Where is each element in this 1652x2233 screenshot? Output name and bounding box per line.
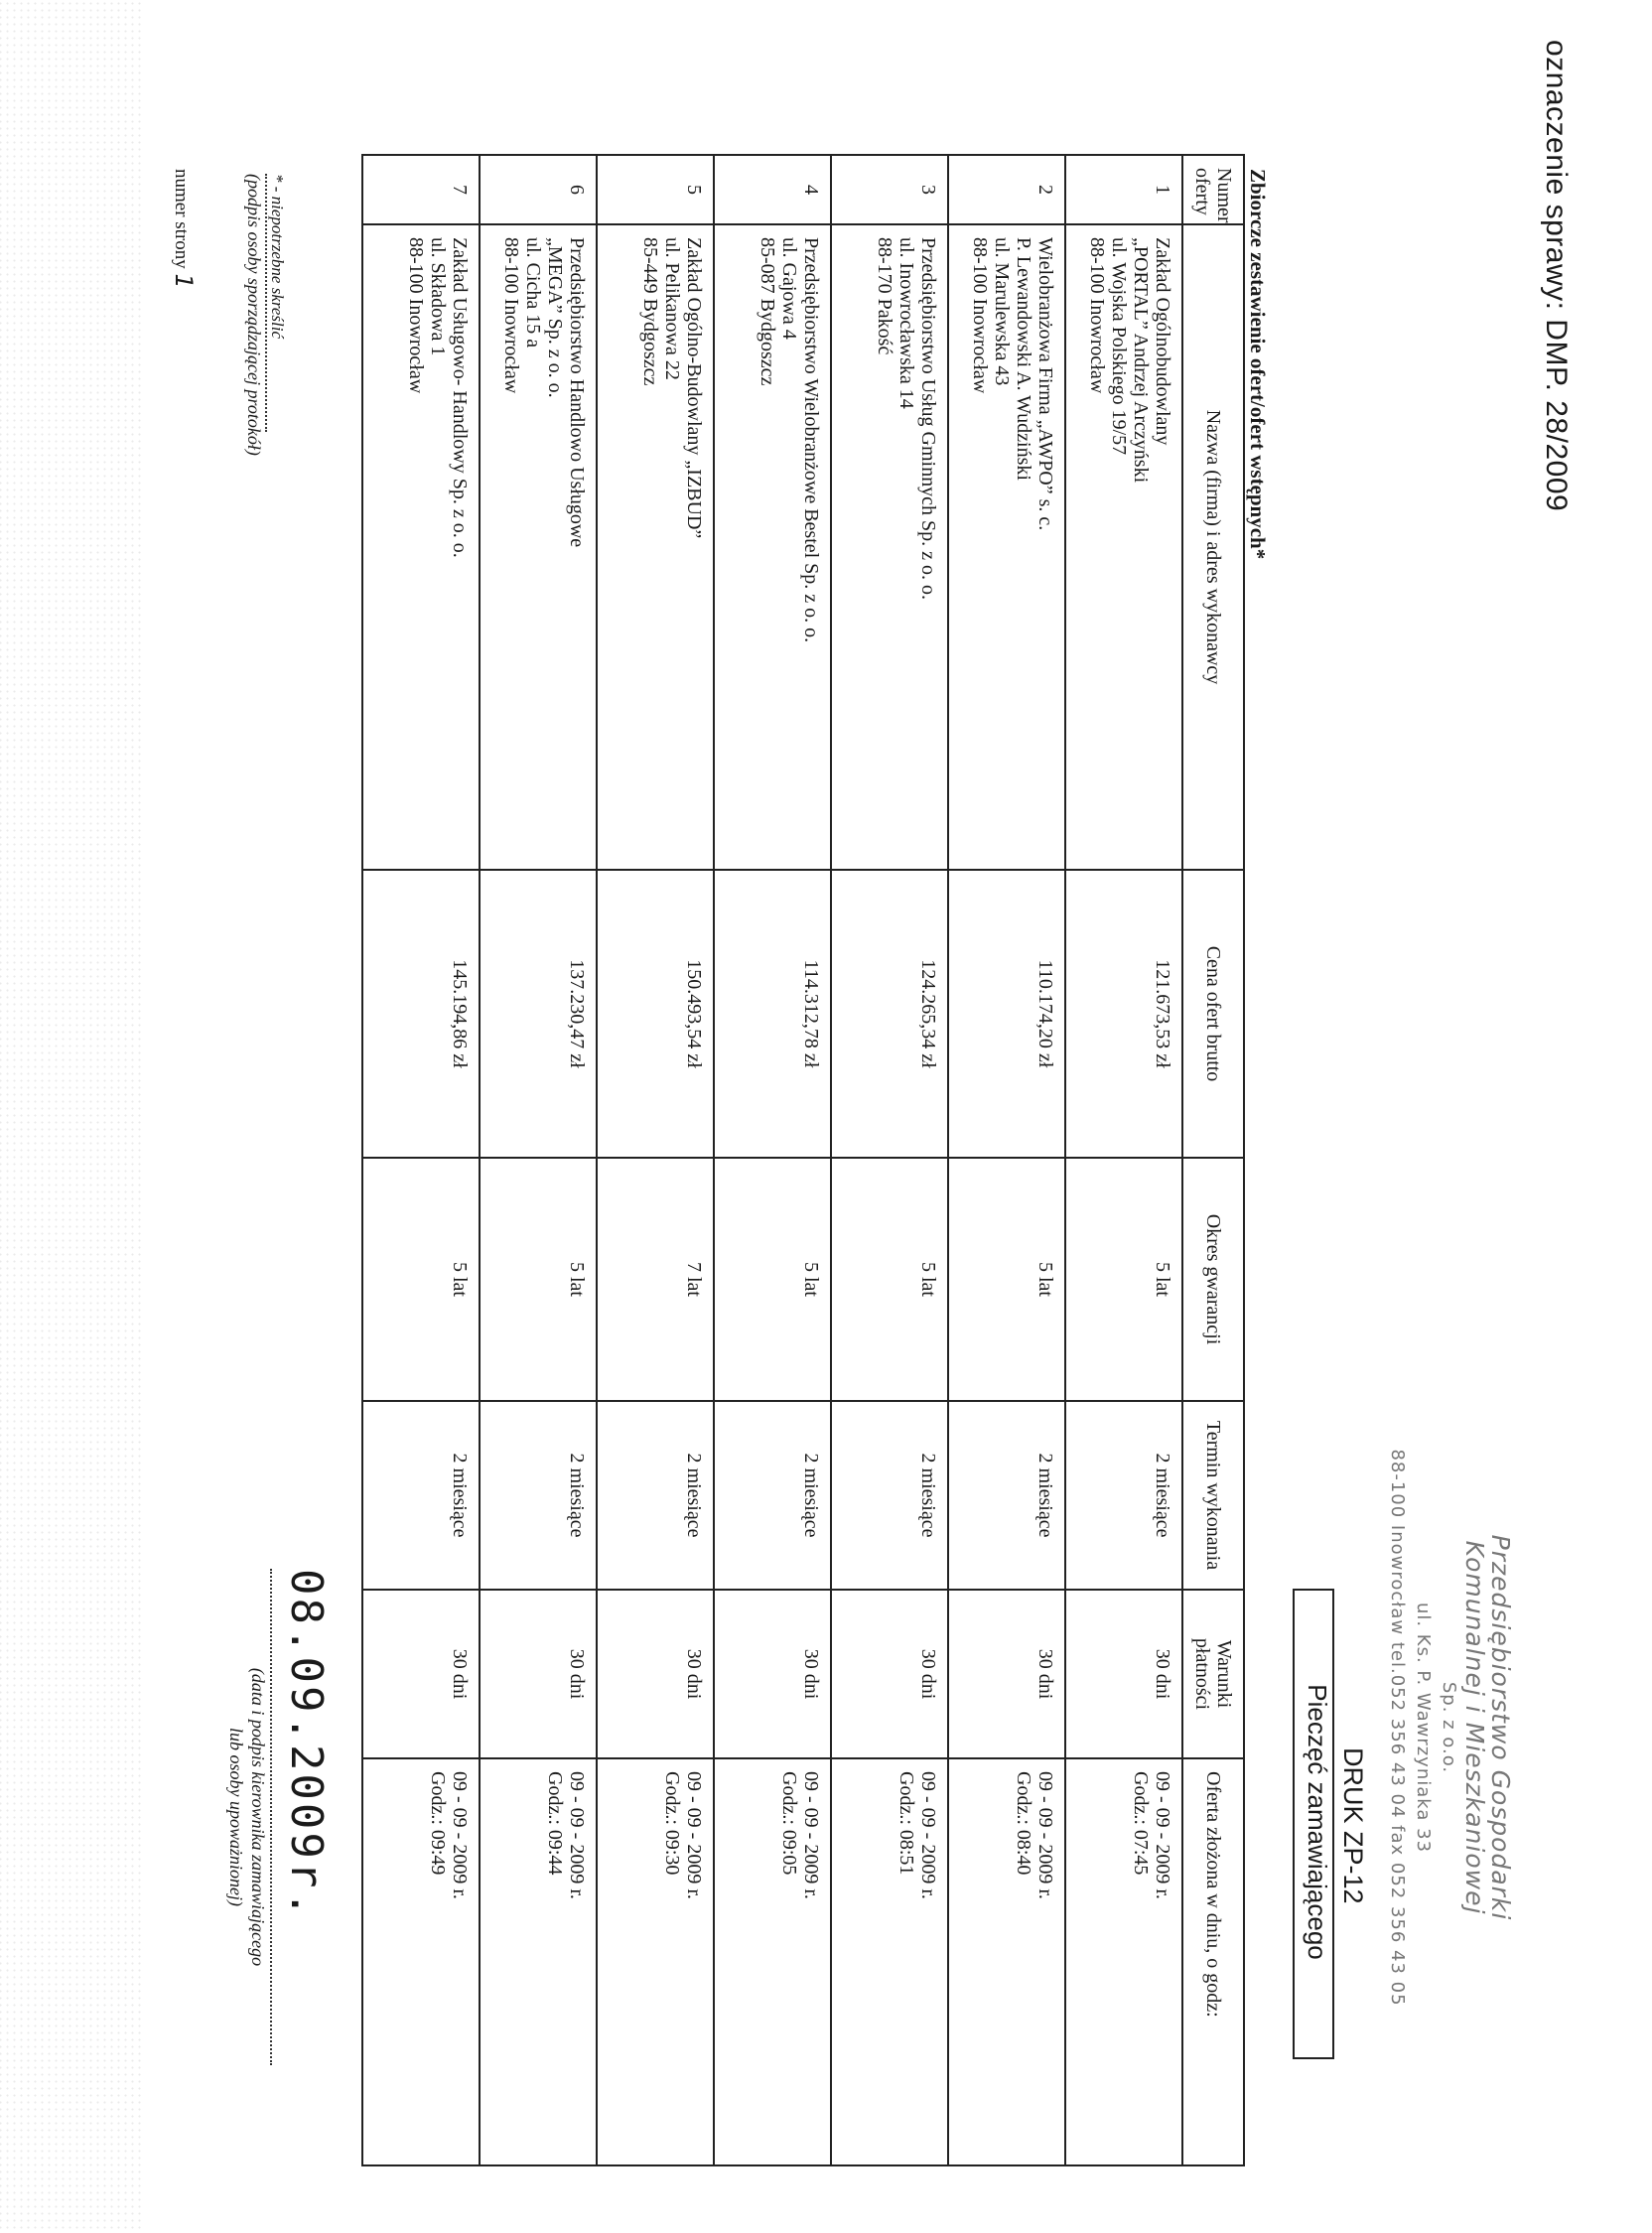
contractor-name-line: Przedsiębiorstwo Wielobranżowe Bestel Sp. z o. o. xyxy=(800,237,822,643)
case-reference: oznaczenie sprawy: DMP. 28/2009 xyxy=(1540,40,1573,512)
offer-payment: 30 dni xyxy=(948,1590,1065,1758)
offer-price: 114.312,78 zł xyxy=(714,870,831,1158)
contractor-name xyxy=(362,224,480,870)
contractor-name-line: ul. Składowa 1 xyxy=(427,237,449,356)
table-row xyxy=(948,155,1065,2165)
contractor-name-line: ul. Pelikanowa 22 xyxy=(661,237,683,380)
contractor-name-line: Zakład Ogólnobudowlany xyxy=(1152,237,1173,446)
offer-payment: 30 dni xyxy=(480,1590,597,1758)
offer-number: 2 xyxy=(948,155,1065,224)
page-number-value: 1 xyxy=(170,273,198,289)
offer-price: 150.493,54 zł xyxy=(597,870,714,1158)
offer-number: 4 xyxy=(714,155,831,224)
offer-price: 121.673,53 zł xyxy=(1065,870,1182,1158)
contractor-name-line: Zakład Ogólno-Budowlany „IZBUD” xyxy=(683,237,705,539)
header-price: Cena ofert brutto xyxy=(1182,870,1244,1158)
stamp-line-2: Komunalnej i Mieszkaniowej xyxy=(1460,1540,1489,1915)
contractor-name-line: „MEGA” Sp. z o. o. xyxy=(544,237,566,398)
table-row xyxy=(597,155,714,2165)
header-submitted: Oferta złożona w dniu, o godz: xyxy=(1182,1758,1244,2165)
offer-payment: 30 dni xyxy=(362,1590,480,1758)
right-signature-line xyxy=(270,1569,272,2065)
offer-submitted xyxy=(948,1758,1065,2165)
offer-term: 2 miesiące xyxy=(597,1401,714,1590)
submitted-date: 09 - 09 - 2009 r. xyxy=(1034,1771,1056,1899)
offers-table xyxy=(361,154,1245,2166)
offer-price: 110.174,20 zł xyxy=(948,870,1065,1158)
offer-payment: 30 dni xyxy=(831,1590,948,1758)
offer-price: 137.230,47 zł xyxy=(480,870,597,1158)
contractor-name-line: 88-100 Inowrocław xyxy=(500,237,522,394)
offer-submitted xyxy=(714,1758,831,2165)
handwritten-date: 08.09.2009r. xyxy=(281,1569,332,1920)
contractor-name-line: Wielobranżowa Firma „AWPO” s. c. xyxy=(1034,237,1056,531)
offer-price: 124.265,34 zł xyxy=(831,870,948,1158)
contractor-name-line: ul. Cicha 15 a xyxy=(522,237,544,349)
offer-warranty: 5 lat xyxy=(1065,1158,1182,1401)
header-term: Termin wykonania xyxy=(1182,1401,1244,1590)
contractor-name xyxy=(1065,224,1182,870)
offer-warranty: 5 lat xyxy=(362,1158,480,1401)
table-row xyxy=(1065,155,1182,2165)
offer-submitted xyxy=(831,1758,948,2165)
page-number-label: numer strony xyxy=(171,169,192,269)
stamp-line-5: 88-100 Inowrocław tel.052 356 43 04 fax 052 356 43 05 xyxy=(1387,1449,1408,2007)
contractor-name-line: Zakład Usługowo- Handlowy Sp. z o. o. xyxy=(449,237,471,558)
contractor-name-line: 85-087 Bydgoszcz xyxy=(757,237,778,386)
contractor-name-line: P. Lewandowski A. Wudziński xyxy=(1013,237,1034,481)
offer-warranty: 5 lat xyxy=(480,1158,597,1401)
stamp-caption: Pieczęć zamawiającego xyxy=(1303,1684,1332,1960)
submitted-time: Godz.: 09:30 xyxy=(661,1771,683,1876)
offer-number: 6 xyxy=(480,155,597,224)
submitted-date: 09 - 09 - 2009 r. xyxy=(917,1771,939,1899)
contractor-name-line: ul. Inowrocławska 14 xyxy=(895,237,917,409)
table-row xyxy=(714,155,831,2165)
header-warranty: Okres gwarancji xyxy=(1182,1158,1244,1401)
offer-warranty: 5 lat xyxy=(714,1158,831,1401)
contractor-name xyxy=(714,224,831,870)
offer-payment: 30 dni xyxy=(597,1590,714,1758)
offer-term: 2 miesiące xyxy=(948,1401,1065,1590)
submitted-time: Godz.: 09:44 xyxy=(544,1771,566,1876)
offer-term: 2 miesiące xyxy=(1065,1401,1182,1590)
contractor-name xyxy=(831,224,948,870)
offer-price: 145.194,86 zł xyxy=(362,870,480,1158)
header-payment: Warunki płatności xyxy=(1182,1590,1244,1758)
submitted-date: 09 - 09 - 2009 r. xyxy=(566,1771,588,1899)
form-code: DRUK ZP-12 xyxy=(1338,1747,1368,1904)
scan-noise xyxy=(0,0,143,2233)
table-title: Zbiorcze zestawienie ofert/ofert wstępnych* xyxy=(1246,169,1270,560)
offer-term: 2 miesiące xyxy=(480,1401,597,1590)
offer-number: 7 xyxy=(362,155,480,224)
stamp-line-4: ul. Ks. P. Wawrzyniaka 33 xyxy=(1413,1602,1434,1854)
submitted-time: Godz.: 09:05 xyxy=(778,1771,800,1876)
offer-number: 3 xyxy=(831,155,948,224)
header-row xyxy=(1182,155,1244,2165)
offer-submitted xyxy=(1065,1758,1182,2165)
contractor-name-line: ul. Marulewska 43 xyxy=(991,237,1013,386)
offer-payment: 30 dni xyxy=(714,1590,831,1758)
offer-term: 2 miesiące xyxy=(362,1401,480,1590)
page-number xyxy=(170,169,198,289)
submitted-time: Godz.: 07:45 xyxy=(1130,1771,1152,1876)
submitted-time: Godz.: 08:51 xyxy=(895,1771,917,1876)
offer-submitted xyxy=(597,1758,714,2165)
header-name: Nazwa (firma) i adres wykonawcy xyxy=(1182,224,1244,870)
right-signature-label-1: (data i podpis kierownika zamawiającego xyxy=(248,1667,268,1967)
submitted-date: 09 - 09 - 2009 r. xyxy=(683,1771,705,1899)
contractor-name-line: 88-170 Pakość xyxy=(874,237,895,355)
contractor-name-line: ul. Wojska Polskiego 19/57 xyxy=(1108,237,1130,456)
offer-term: 2 miesiące xyxy=(714,1401,831,1590)
contractor-name-line: 88-100 Inowrocław xyxy=(1086,237,1108,394)
right-signature-label-2: lub osoby upoważnionej) xyxy=(226,1728,246,1906)
contractor-name-line: „PORTAL” Andrzej Arczyński xyxy=(1130,237,1152,484)
offer-warranty: 5 lat xyxy=(831,1158,948,1401)
contractor-name-line: Przedsiębiorstwo Handlowo Usługowe xyxy=(566,237,588,548)
submitted-time: Godz.: 09:49 xyxy=(427,1771,449,1876)
contractor-name-line: Przedsiębiorstwo Usług Gminnych Sp. z o. o. xyxy=(917,237,939,600)
table-row xyxy=(362,155,480,2165)
offer-term: 2 miesiące xyxy=(831,1401,948,1590)
footnote: * - niepotrzebne skreślić xyxy=(268,174,287,340)
contractor-name-line: 88-100 Inowrocław xyxy=(405,237,427,394)
offer-warranty: 5 lat xyxy=(948,1158,1065,1401)
company-stamp xyxy=(1384,1430,1513,2025)
contractor-name-line: 88-100 Inowrocław xyxy=(969,237,991,394)
stamp-line-3: Sp. z o.o. xyxy=(1439,1681,1459,1774)
offer-number: 5 xyxy=(597,155,714,224)
submitted-date: 09 - 09 - 2009 r. xyxy=(1152,1771,1173,1899)
right-signature-label xyxy=(225,1569,269,2065)
contractor-name-line: ul. Gajowa 4 xyxy=(778,237,800,340)
offer-payment: 30 dni xyxy=(1065,1590,1182,1758)
header-number: Numer oferty xyxy=(1182,155,1244,224)
left-signature-label: (podpis osoby sporządzającej protokół) xyxy=(244,174,264,456)
offer-warranty: 7 lat xyxy=(597,1158,714,1401)
submitted-time: Godz.: 08:40 xyxy=(1013,1771,1034,1876)
offer-submitted xyxy=(480,1758,597,2165)
contractor-name-line: 85-449 Bydgoszcz xyxy=(639,237,661,386)
stamp-line-1: Przedsiębiorstwo Gospodarki xyxy=(1486,1534,1515,1921)
table-row xyxy=(831,155,948,2165)
offer-number: 1 xyxy=(1065,155,1182,224)
table-row xyxy=(480,155,597,2165)
contractor-name xyxy=(597,224,714,870)
submitted-date: 09 - 09 - 2009 r. xyxy=(800,1771,822,1899)
contractor-name xyxy=(948,224,1065,870)
offer-submitted xyxy=(362,1758,480,2165)
left-signature-line xyxy=(265,174,267,432)
contractor-name xyxy=(480,224,597,870)
submitted-date: 09 - 09 - 2009 r. xyxy=(449,1771,471,1899)
